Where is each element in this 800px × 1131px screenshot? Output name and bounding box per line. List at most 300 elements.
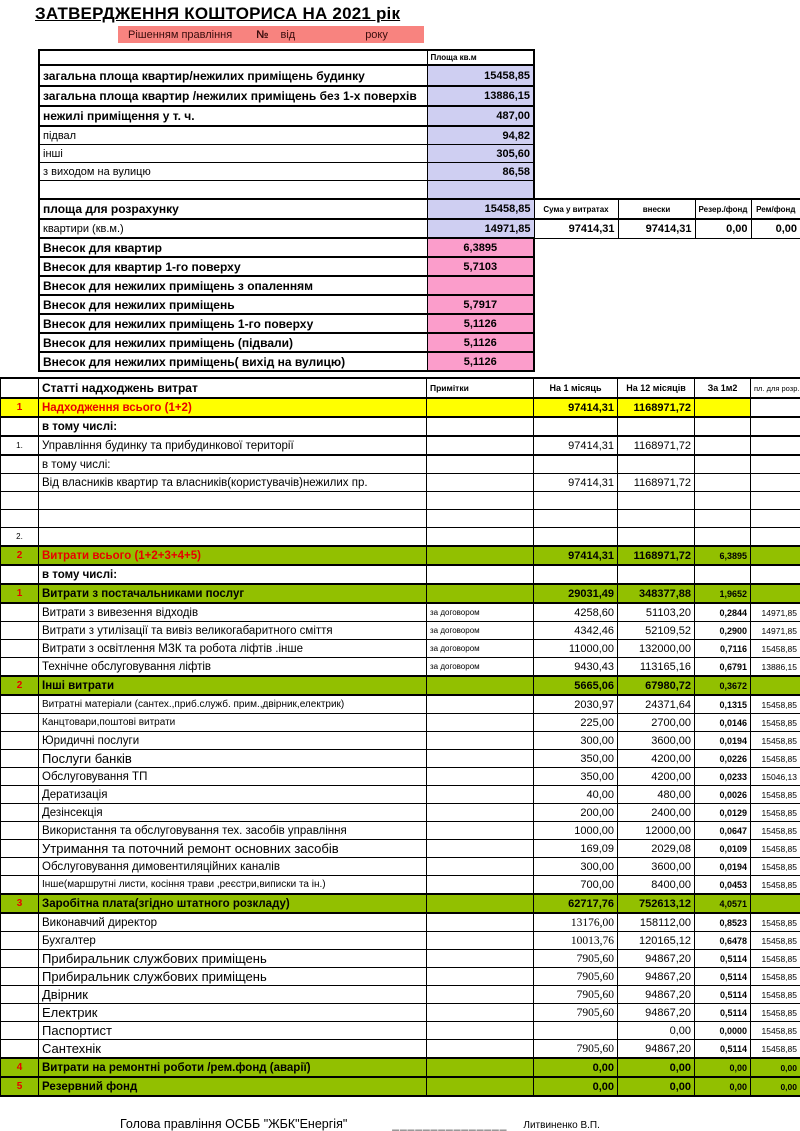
budget-row-month12: 94867,20 — [618, 968, 695, 986]
budget-row-desc: Послуги банків — [39, 750, 427, 768]
budget-row-num — [1, 732, 39, 750]
budget-row-calc-area — [751, 417, 800, 436]
budget-row-desc — [39, 492, 427, 510]
area-row — [39, 314, 800, 333]
budget-row-note — [427, 804, 534, 822]
area-row-label: Внесок для нежилих приміщень (підвали) — [39, 333, 427, 352]
budget-row-month1 — [534, 417, 618, 436]
budget-row-month1 — [534, 510, 618, 528]
budget-row — [1, 932, 800, 950]
budget-row-num — [1, 492, 39, 510]
budget-row-desc: Витратні матеріали (сантех.,приб.служб. прим.,двірник,електрик) — [39, 695, 427, 714]
budget-row-num: 4 — [1, 1058, 39, 1077]
budget-row-calc-area: 15458,85 — [751, 950, 800, 968]
budget-row-calc-area — [751, 584, 800, 603]
budget-row-note — [427, 1077, 534, 1096]
budget-row-per-m2: 0,6791 — [695, 658, 751, 677]
budget-row — [1, 1058, 800, 1077]
budget-row-month12 — [618, 417, 695, 436]
budget-row-note: за договором — [427, 640, 534, 658]
budget-row-month12 — [618, 565, 695, 584]
area-row-value: 5,1126 — [427, 333, 534, 352]
budget-row-per-m2: 0,5114 — [695, 950, 751, 968]
budget-row-desc: в тому числі: — [39, 417, 427, 436]
budget-row-per-m2: 0,00 — [695, 1077, 751, 1096]
budget-row-note: за договором — [427, 658, 534, 677]
area-row-value — [427, 181, 534, 200]
area-row — [39, 86, 800, 106]
budget-row-num — [1, 658, 39, 677]
budget-row-note — [427, 584, 534, 603]
budget-row-num: 5 — [1, 1077, 39, 1096]
budget-row-note — [427, 1004, 534, 1022]
budget-row-calc-area: 15458,85 — [751, 840, 800, 858]
budget-row-per-m2 — [695, 455, 751, 474]
col-header-month12: На 12 місяців — [618, 378, 695, 398]
budget-row-desc: Канцтовари,поштові витрати — [39, 714, 427, 732]
budget-row-month1: 29031,49 — [534, 584, 618, 603]
budget-row-desc: Бухгалтер — [39, 932, 427, 950]
budget-row-num — [1, 695, 39, 714]
budget-row-num — [1, 858, 39, 876]
budget-row-desc: Дератизація — [39, 786, 427, 804]
budget-row-per-m2: 0,0109 — [695, 840, 751, 858]
budget-row — [1, 1077, 800, 1096]
budget-row-note — [427, 858, 534, 876]
budget-row — [1, 436, 800, 455]
chairman-name: Литвиненко В.П. — [523, 1120, 599, 1131]
budget-row-month12 — [618, 492, 695, 510]
area-row-label: підвал — [39, 126, 427, 145]
budget-row-calc-area: 15458,85 — [751, 858, 800, 876]
budget-row — [1, 546, 800, 565]
budget-row-per-m2: 0,5114 — [695, 1004, 751, 1022]
decision-banner — [118, 26, 424, 43]
area-row — [39, 257, 800, 276]
budget-row-per-m2: 0,0026 — [695, 786, 751, 804]
budget-row-per-m2: 0,5114 — [695, 1040, 751, 1059]
area-row-value: 15458,85 — [427, 199, 534, 219]
budget-row-desc: Юридичні послуги — [39, 732, 427, 750]
budget-row-month1: 4342,46 — [534, 622, 618, 640]
col-header-per-m2: За 1м2 — [695, 378, 751, 398]
budget-row-calc-area: 15458,85 — [751, 695, 800, 714]
budget-row-month1: 5665,06 — [534, 676, 618, 695]
budget-row-calc-area — [751, 676, 800, 695]
area-row — [39, 276, 800, 295]
budget-row-month12: 348377,88 — [618, 584, 695, 603]
budget-row-month12: 24371,64 — [618, 695, 695, 714]
budget-row-note — [427, 786, 534, 804]
area-row-value: 5,7103 — [427, 257, 534, 276]
budget-row-num — [1, 622, 39, 640]
budget-row-month12: 94867,20 — [618, 1004, 695, 1022]
budget-row-note — [427, 950, 534, 968]
col-header-items: Статті надходжень витрат — [39, 378, 427, 398]
budget-row-per-m2: 0,0129 — [695, 804, 751, 822]
budget-row-desc: Заробітна плата(згідно штатного розкладу) — [39, 894, 427, 913]
budget-row-month1: 0,00 — [534, 1058, 618, 1077]
budget-row-per-m2: 0,6478 — [695, 932, 751, 950]
budget-row-desc: Інші витрати — [39, 676, 427, 695]
budget-row-per-m2 — [695, 492, 751, 510]
budget-row-month1: 4258,60 — [534, 603, 618, 622]
budget-row-per-m2: 0,0000 — [695, 1022, 751, 1040]
budget-row — [1, 822, 800, 840]
banner-decision-label: Рішенням правління — [128, 29, 232, 41]
budget-row — [1, 876, 800, 895]
budget-row-calc-area — [751, 455, 800, 474]
area-row-label: Внесок для нежилих приміщень з опаленням — [39, 276, 427, 295]
budget-row-month1: 1000,00 — [534, 822, 618, 840]
budget-row-month1: 350,00 — [534, 768, 618, 786]
budget-row-calc-area: 15458,85 — [751, 1040, 800, 1059]
budget-row-note — [427, 528, 534, 547]
budget-row-num — [1, 822, 39, 840]
budget-row-num — [1, 1004, 39, 1022]
budget-row-note — [427, 894, 534, 913]
banner-number-label: № — [256, 29, 268, 41]
budget-row — [1, 492, 800, 510]
budget-row-calc-area: 15458,85 — [751, 750, 800, 768]
budget-row-per-m2 — [695, 398, 751, 417]
budget-row-desc: в тому числі: — [39, 565, 427, 584]
budget-row-note — [427, 876, 534, 895]
budget-row-note — [427, 913, 534, 932]
budget-row-num — [1, 768, 39, 786]
main-header-row — [1, 378, 800, 398]
budget-row-month1: 97414,31 — [534, 398, 618, 417]
area-extra-header: внески — [618, 199, 695, 219]
area-extra-header: Резер./фонд — [695, 199, 751, 219]
budget-row-month12 — [618, 528, 695, 547]
budget-row-note — [427, 492, 534, 510]
budget-row-month12: 51103,20 — [618, 603, 695, 622]
budget-row-per-m2: 0,0194 — [695, 858, 751, 876]
col-header-notes: Примітки — [427, 378, 534, 398]
budget-row-per-m2: 0,0194 — [695, 732, 751, 750]
budget-row-calc-area: 0,00 — [751, 1058, 800, 1077]
budget-row-note — [427, 474, 534, 492]
budget-row-num — [1, 786, 39, 804]
budget-row-month12 — [618, 455, 695, 474]
budget-row-num — [1, 986, 39, 1004]
area-row-value: 5,1126 — [427, 352, 534, 371]
budget-row-month12: 480,00 — [618, 786, 695, 804]
budget-row-month12: 0,00 — [618, 1022, 695, 1040]
budget-row-calc-area — [751, 436, 800, 455]
budget-row-calc-area: 14971,85 — [751, 622, 800, 640]
budget-row-desc: Обслуговування ТП — [39, 768, 427, 786]
area-row — [39, 333, 800, 352]
col-header-month1: На 1 місяць — [534, 378, 618, 398]
budget-row — [1, 750, 800, 768]
budget-row-desc: Надходження всього (1+2) — [39, 398, 427, 417]
budget-row-month1: 97414,31 — [534, 436, 618, 455]
budget-row-month1: 350,00 — [534, 750, 618, 768]
col-header-num — [1, 378, 39, 398]
budget-row-desc: Технічне обслуговування ліфтів — [39, 658, 427, 677]
budget-row-month1 — [534, 492, 618, 510]
budget-row-num — [1, 1040, 39, 1059]
area-row-label: Внесок для квартир — [39, 238, 427, 257]
area-row — [39, 219, 800, 238]
budget-row-note — [427, 768, 534, 786]
area-row-label: Внесок для нежилих приміщень 1-го поверху — [39, 314, 427, 333]
area-row-value: 5,7917 — [427, 295, 534, 314]
budget-row-month12: 3600,00 — [618, 858, 695, 876]
budget-row-note — [427, 1058, 534, 1077]
budget-row-desc: Паспортист — [39, 1022, 427, 1040]
budget-row-desc: Дезінсекція — [39, 804, 427, 822]
budget-row-per-m2 — [695, 417, 751, 436]
area-extra-value: 97414,31 — [534, 219, 618, 238]
area-row-label: загальна площа квартир /нежилих приміщень без 1-х поверхів — [39, 86, 427, 106]
budget-row-month12: 94867,20 — [618, 986, 695, 1004]
budget-row-desc: Витрати з освітлення МЗК та робота ліфтів .інше — [39, 640, 427, 658]
area-row — [39, 65, 800, 86]
budget-row — [1, 676, 800, 695]
budget-row-month1: 40,00 — [534, 786, 618, 804]
budget-row-calc-area — [751, 894, 800, 913]
budget-row-calc-area: 15458,85 — [751, 876, 800, 895]
budget-row-note — [427, 986, 534, 1004]
budget-row — [1, 858, 800, 876]
area-row-label: Внесок для квартир 1-го поверху — [39, 257, 427, 276]
budget-row-month1: 700,00 — [534, 876, 618, 895]
signature-block — [0, 1117, 800, 1131]
budget-row-num — [1, 510, 39, 528]
budget-row-calc-area: 15046,13 — [751, 768, 800, 786]
budget-row-month1: 11000,00 — [534, 640, 618, 658]
budget-row-desc: Витрати з вивезення відходів — [39, 603, 427, 622]
budget-row-calc-area: 15458,85 — [751, 786, 800, 804]
budget-row-month12 — [618, 510, 695, 528]
budget-row-month12: 0,00 — [618, 1077, 695, 1096]
budget-row-note — [427, 750, 534, 768]
area-row — [39, 352, 800, 371]
budget-row-calc-area — [751, 398, 800, 417]
budget-row-calc-area: 14971,85 — [751, 603, 800, 622]
budget-row-calc-area — [751, 492, 800, 510]
budget-row-calc-area: 15458,85 — [751, 822, 800, 840]
budget-row-month1: 9430,43 — [534, 658, 618, 677]
area-row-value: 487,00 — [427, 106, 534, 126]
area-row — [39, 295, 800, 314]
budget-row-note — [427, 565, 534, 584]
budget-row-desc: Витрати з постачальниками послуг — [39, 584, 427, 603]
budget-row-month12: 67980,72 — [618, 676, 695, 695]
budget-row-month1: 169,09 — [534, 840, 618, 858]
budget-row-desc: Від власників квартир та власників(користувачів)нежилих пр. — [39, 474, 427, 492]
budget-row-note — [427, 840, 534, 858]
budget-row-note — [427, 1040, 534, 1059]
budget-row — [1, 565, 800, 584]
area-row — [39, 181, 800, 200]
budget-row — [1, 894, 800, 913]
col-header-calc-area: пл. для розр. — [751, 378, 800, 398]
area-row-value: 86,58 — [427, 163, 534, 181]
budget-row — [1, 840, 800, 858]
budget-row-desc: Двірник — [39, 986, 427, 1004]
budget-row-per-m2: 0,0226 — [695, 750, 751, 768]
area-row-value: 14971,85 — [427, 219, 534, 238]
budget-row-month1: 97414,31 — [534, 474, 618, 492]
budget-row — [1, 658, 800, 677]
budget-row-desc: Витрати на ремонтні роботи /рем.фонд (аварії) — [39, 1058, 427, 1077]
budget-row — [1, 786, 800, 804]
budget-row-per-m2: 0,5114 — [695, 986, 751, 1004]
area-row — [39, 199, 800, 219]
budget-row-calc-area: 15458,85 — [751, 804, 800, 822]
banner-from-label: від — [280, 29, 295, 41]
budget-row-month1 — [534, 528, 618, 547]
budget-row-note — [427, 968, 534, 986]
budget-row — [1, 584, 800, 603]
budget-row-desc: Інше(маршрутні листи, косіння трави ,реєстри,виписки та ін.) — [39, 876, 427, 895]
page-title: ЗАТВЕРДЖЕННЯ КОШТОРИСА НА 2021 рік — [35, 4, 800, 24]
budget-row-num — [1, 840, 39, 858]
budget-row-month12: 752613,12 — [618, 894, 695, 913]
budget-row-per-m2: 0,2900 — [695, 622, 751, 640]
area-header-row — [39, 50, 800, 65]
area-row-value — [427, 276, 534, 295]
area-row — [39, 126, 800, 145]
budget-row-num — [1, 968, 39, 986]
budget-row — [1, 714, 800, 732]
area-extra-value: 0,00 — [751, 219, 800, 238]
budget-row-note — [427, 732, 534, 750]
budget-row-note — [427, 546, 534, 565]
budget-row-desc: Управління будинку та прибудинкової території — [39, 436, 427, 455]
budget-row-per-m2: 0,0647 — [695, 822, 751, 840]
budget-row-calc-area: 15458,85 — [751, 732, 800, 750]
budget-row — [1, 950, 800, 968]
budget-row-calc-area — [751, 474, 800, 492]
budget-row-calc-area: 15458,85 — [751, 986, 800, 1004]
budget-row — [1, 417, 800, 436]
budget-row-num — [1, 1022, 39, 1040]
budget-row-num — [1, 455, 39, 474]
area-extra-value: 97414,31 — [618, 219, 695, 238]
budget-row-month1: 2030,97 — [534, 695, 618, 714]
budget-row-desc: Витрати всього (1+2+3+4+5) — [39, 546, 427, 565]
budget-row-month1: 7905,60 — [534, 950, 618, 968]
area-row — [39, 145, 800, 163]
budget-row-month1: 300,00 — [534, 858, 618, 876]
budget-row-per-m2: 0,00 — [695, 1058, 751, 1077]
area-row-label: площа для розрахунку — [39, 199, 427, 219]
budget-row-month1: 7905,60 — [534, 1040, 618, 1059]
budget-row-month1 — [534, 1022, 618, 1040]
area-row-label: з виходом на вулицю — [39, 163, 427, 181]
budget-row-num: 2 — [1, 546, 39, 565]
budget-row — [1, 695, 800, 714]
budget-row-note — [427, 714, 534, 732]
budget-row-calc-area: 15458,85 — [751, 1004, 800, 1022]
budget-row-month1: 200,00 — [534, 804, 618, 822]
budget-row-note: за договором — [427, 622, 534, 640]
budget-row-month12: 3600,00 — [618, 732, 695, 750]
budget-row — [1, 768, 800, 786]
budget-row-num — [1, 950, 39, 968]
budget-row-month12: 2700,00 — [618, 714, 695, 732]
budget-row-note — [427, 417, 534, 436]
budget-row-month1: 0,00 — [534, 1077, 618, 1096]
budget-row-desc: в тому числі: — [39, 455, 427, 474]
budget-row-month12: 1168971,72 — [618, 436, 695, 455]
area-header-empty-cell — [39, 50, 427, 65]
budget-row-calc-area: 15458,85 — [751, 1022, 800, 1040]
area-row-value: 13886,15 — [427, 86, 534, 106]
budget-row-per-m2: 0,1315 — [695, 695, 751, 714]
budget-row-num — [1, 750, 39, 768]
budget-row-per-m2: 0,7116 — [695, 640, 751, 658]
budget-row — [1, 986, 800, 1004]
budget-items-table — [0, 377, 800, 1097]
area-row-label — [39, 181, 427, 200]
area-value-col-header: Площа кв.м — [427, 50, 534, 65]
budget-row-num — [1, 565, 39, 584]
budget-row-month12: 132000,00 — [618, 640, 695, 658]
budget-row — [1, 1040, 800, 1059]
budget-row-month1: 7905,60 — [534, 1004, 618, 1022]
budget-row-per-m2: 6,3895 — [695, 546, 751, 565]
chairman-label: Голова правління ОСББ "ЖБК"Енергія" — [120, 1117, 347, 1131]
budget-row-month1: 7905,60 — [534, 986, 618, 1004]
budget-row-per-m2: 0,0453 — [695, 876, 751, 895]
budget-row-per-m2: 0,3672 — [695, 676, 751, 695]
budget-row-desc: Виконавчий директор — [39, 913, 427, 932]
area-extra-header: Сума у витратах — [534, 199, 618, 219]
budget-row-month12: 158112,00 — [618, 913, 695, 932]
budget-row-desc: Резервний фонд — [39, 1077, 427, 1096]
budget-row-month1: 225,00 — [534, 714, 618, 732]
budget-row-calc-area: 15458,85 — [751, 913, 800, 932]
budget-row-month12: 52109,52 — [618, 622, 695, 640]
banner-year-label: року — [365, 29, 388, 41]
area-row-value: 5,1126 — [427, 314, 534, 333]
budget-row-calc-area — [751, 528, 800, 547]
budget-row-note — [427, 932, 534, 950]
budget-row-desc: Сантехнік — [39, 1040, 427, 1059]
budget-row-calc-area: 15458,85 — [751, 968, 800, 986]
budget-row-month12: 1168971,72 — [618, 546, 695, 565]
budget-row-desc: Витрати з утилізації та вивіз великогабаритного сміття — [39, 622, 427, 640]
budget-row-calc-area: 15458,85 — [751, 714, 800, 732]
area-row — [39, 238, 800, 257]
budget-row-per-m2: 0,8523 — [695, 913, 751, 932]
area-row-value: 305,60 — [427, 145, 534, 163]
budget-row-per-m2: 0,0146 — [695, 714, 751, 732]
budget-row-num — [1, 714, 39, 732]
area-row-label: загальна площа квартир/нежилих приміщень будинку — [39, 65, 427, 86]
budget-row-num: 3 — [1, 894, 39, 913]
budget-row-month12: 4200,00 — [618, 768, 695, 786]
budget-row — [1, 913, 800, 932]
budget-row — [1, 510, 800, 528]
budget-row-per-m2 — [695, 436, 751, 455]
budget-row-month1 — [534, 565, 618, 584]
budget-row-per-m2: 0,5114 — [695, 968, 751, 986]
budget-row-num — [1, 804, 39, 822]
budget-row-num: 1 — [1, 584, 39, 603]
area-row — [39, 106, 800, 126]
area-row-value: 6,3895 — [427, 238, 534, 257]
budget-row — [1, 622, 800, 640]
budget-row-note — [427, 510, 534, 528]
budget-row-month1: 62717,76 — [534, 894, 618, 913]
